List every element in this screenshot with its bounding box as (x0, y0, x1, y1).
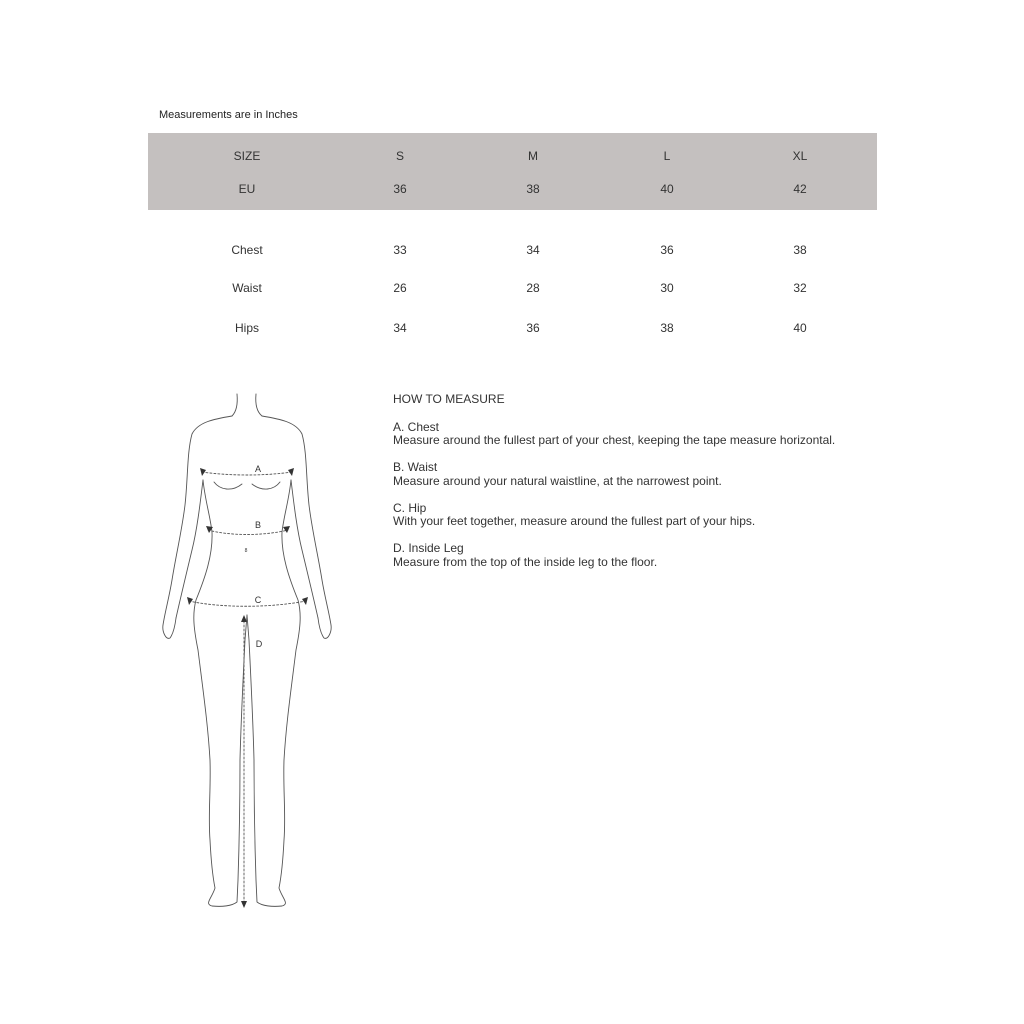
header-eu-s: 36 (393, 182, 407, 196)
instruction-waist (393, 461, 835, 488)
inside-leg-arrow-bottom (241, 901, 247, 908)
how-to-measure-section (393, 393, 835, 583)
hip-arrow-right (302, 597, 308, 605)
header-eu-m: 38 (526, 182, 540, 196)
instruction-heading: D. Inside Leg (393, 541, 464, 555)
header-eu-label: EU (238, 182, 256, 196)
body-measurement-figure (150, 385, 340, 915)
instruction-text: Measure from the top of the inside leg to the floor. (393, 554, 658, 569)
figure-label-c: C (254, 595, 262, 605)
instruction-text: Measure around the fullest part of your chest, keeping the tape measure horizontal. (393, 433, 836, 447)
hip-arrow-left (187, 597, 193, 605)
figure-bust-left (214, 482, 242, 489)
hip-measure-line (189, 601, 306, 606)
figure-neck-left (232, 394, 237, 416)
header-size-m: M (528, 149, 538, 163)
header-eu-xl: 42 (793, 182, 807, 196)
row-waist-xl: 32 (793, 281, 807, 295)
chest-measure-line (202, 472, 292, 475)
figure-navel-mark: 8 (244, 548, 248, 554)
figure-left-arm-inner (176, 480, 203, 618)
chest-arrow-left (200, 468, 206, 476)
figure-neck-right (256, 394, 262, 416)
figure-label-d: D (255, 639, 263, 649)
instruction-heading: C. Hip (393, 500, 427, 515)
row-hips-xl: 40 (793, 321, 807, 335)
instruction-hip (393, 502, 835, 529)
instruction-text: With your feet together, measure around the fullest part of your hips. (393, 514, 756, 528)
row-waist-m: 28 (526, 281, 540, 295)
header-eu-l: 40 (660, 182, 674, 196)
header-size-xl: XL (792, 149, 808, 163)
row-waist-s: 26 (393, 281, 407, 295)
instruction-heading: B. Waist (393, 460, 438, 474)
figure-left-torso (194, 480, 247, 906)
row-hips-label: Hips (234, 321, 259, 335)
figure-left-arm-outer (163, 416, 232, 638)
size-table-header-band (148, 133, 877, 210)
how-to-title: HOW TO MEASURE (393, 392, 505, 406)
instruction-text: Measure around your natural waistline, at the narrowest point. (393, 473, 722, 488)
instruction-inside-leg (393, 542, 835, 569)
measurement-note: Measurements are in Inches (159, 109, 298, 121)
header-size-label: SIZE (233, 149, 261, 163)
row-hips-s: 34 (393, 321, 407, 335)
header-size-l: L (663, 149, 671, 163)
figure-right-torso (244, 480, 300, 906)
figure-bust-right (252, 482, 280, 489)
row-chest-s: 33 (393, 243, 407, 257)
chest-arrow-right (288, 468, 294, 476)
waist-arrow-right (283, 526, 290, 533)
figure-label-b: B (254, 520, 262, 530)
row-chest-xl: 38 (793, 243, 807, 257)
row-hips-l: 38 (660, 321, 674, 335)
row-hips-m: 36 (526, 321, 540, 335)
figure-label-a: A (254, 464, 262, 474)
row-chest-label: Chest (231, 243, 263, 257)
row-chest-m: 34 (526, 243, 540, 257)
instruction-chest (393, 421, 835, 448)
row-waist-l: 30 (660, 281, 674, 295)
instruction-heading: A. Chest (393, 419, 440, 434)
row-waist-label: Waist (232, 281, 262, 295)
row-chest-l: 36 (660, 243, 674, 257)
figure-right-arm-inner (291, 480, 318, 618)
inside-leg-arrow-top (241, 615, 247, 622)
waist-measure-line (208, 530, 288, 535)
header-size-s: S (395, 149, 404, 163)
